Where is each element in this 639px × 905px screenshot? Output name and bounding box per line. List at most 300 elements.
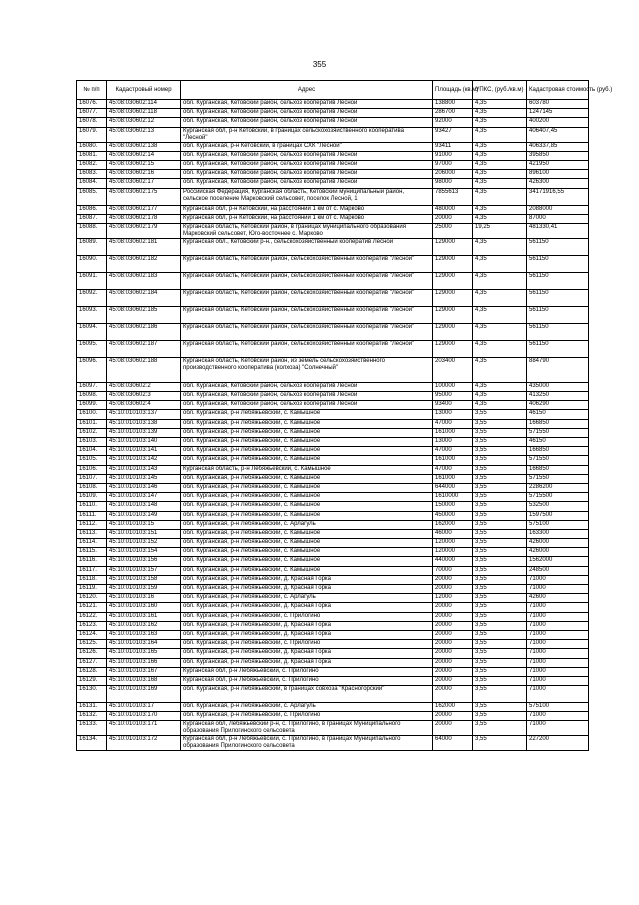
upks-cell: 3,55 — [473, 649, 527, 658]
row-number-cell: 16102. — [77, 428, 107, 437]
cadastral-value-cell: 248500 — [527, 566, 589, 575]
address-cell: обл. Курганская, р-н Лебяжьевский, с. Камышное — [181, 483, 433, 492]
cadastral-value-cell: 561150 — [527, 340, 589, 357]
cadastral-value-cell: 1597500 — [527, 511, 589, 520]
table-row — [77, 686, 589, 703]
upks-cell: 4,35 — [473, 142, 527, 151]
area-cell: 150000 — [433, 502, 473, 511]
upks-cell: 19,25 — [473, 223, 527, 238]
table-row — [77, 630, 589, 639]
row-number-cell: 16108. — [77, 483, 107, 492]
table-row — [77, 401, 589, 410]
table-row — [77, 465, 589, 474]
cadastral-value-cell: 2088000 — [527, 205, 589, 214]
cadastral-number-cell: 45:08:030602:138 — [107, 142, 181, 151]
row-number-cell: 16124. — [77, 630, 107, 639]
address-cell: обл. Курганская, р-н Лебяжьевский, с. Камышное — [181, 474, 433, 483]
cadastral-number-cell: 45:08:030602:184 — [107, 289, 181, 306]
address-cell: обл. Курганская, р-н Лебяжьевский, с. Камышное — [181, 539, 433, 548]
row-number-cell: 16125. — [77, 640, 107, 649]
cadastral-value-cell: 896100 — [527, 170, 589, 179]
table-row — [77, 382, 589, 391]
table-row — [77, 428, 589, 437]
row-number-cell: 16099. — [77, 401, 107, 410]
upks-cell: 3,55 — [473, 548, 527, 557]
row-number-cell: 16096. — [77, 357, 107, 382]
upks-cell: 4,35 — [473, 160, 527, 169]
cadastral-value-cell: 571550 — [527, 456, 589, 465]
cadastral-value-cell: 561150 — [527, 272, 589, 289]
table-row — [77, 575, 589, 584]
cadastral-value-cell: 71000 — [527, 721, 589, 736]
address-cell: обл. Курганская, р-н Лебяжьевский, д. Красная Горка — [181, 585, 433, 594]
upks-cell: 4,35 — [473, 188, 527, 205]
table-row — [77, 539, 589, 548]
upks-cell: 3,55 — [473, 419, 527, 428]
area-cell: 20000 — [433, 612, 473, 621]
cadastral-number-cell: 45:10:010103:154 — [107, 548, 181, 557]
cadastral-value-cell: 71000 — [527, 667, 589, 676]
cadastral-number-cell: 45:08:030602:183 — [107, 272, 181, 289]
cadastral-number-cell: 45:10:010103:151 — [107, 529, 181, 538]
row-number-cell: 16090. — [77, 255, 107, 272]
row-number-cell: 16122. — [77, 612, 107, 621]
address-cell: Курганская обл., Кетовский р-н., сельскохозяйственный кооператив Лесной — [181, 238, 433, 255]
cadastral-value-cell: 42600 — [527, 594, 589, 603]
cadastral-number-cell: 45:10:010103:140 — [107, 438, 181, 447]
row-number-cell: 16111. — [77, 511, 107, 520]
upks-cell: 4,35 — [473, 392, 527, 401]
cadastral-number-cell: 45:08:030602:12 — [107, 118, 181, 127]
address-cell: обл. Курганская, р-н Лебяжьевский, с. Камышное — [181, 493, 433, 502]
address-cell: Курганская обл, р-н Лебяжьевский, с. Прилогино, в границах Муниципального образования Прилогинского сельсовета — [181, 736, 433, 751]
area-cell: 97000 — [433, 160, 473, 169]
upks-cell: 4,35 — [473, 306, 527, 323]
address-cell: обл. Курганская, Кетовский район, сельхоз кооператив Лесной — [181, 118, 433, 127]
cadastral-value-cell: 71000 — [527, 658, 589, 667]
row-number-cell: 16080. — [77, 142, 107, 151]
area-cell: 20000 — [433, 658, 473, 667]
area-cell: 93411 — [433, 142, 473, 151]
area-cell: 480000 — [433, 205, 473, 214]
upks-cell: 3,55 — [473, 658, 527, 667]
cadastral-number-cell: 45:10:010103:160 — [107, 603, 181, 612]
area-cell: 206000 — [433, 170, 473, 179]
upks-cell: 4,35 — [473, 100, 527, 109]
upks-cell: 3,55 — [473, 465, 527, 474]
cadastral-number-cell: 45:08:030602:13 — [107, 127, 181, 142]
table-row — [77, 357, 589, 382]
cadastral-number-cell: 45:10:010103:145 — [107, 474, 181, 483]
address-cell: Курганская область, Кетовский район, сельскохозяйственный кооператив "Лесной" — [181, 272, 433, 289]
table-row — [77, 188, 589, 205]
row-number-cell: 16076. — [77, 100, 107, 109]
address-cell: Курганская обл, Лебяжьевский р-н, с. Прилогино, в границах Муниципального образования Прилогинского сельсовета — [181, 721, 433, 736]
cadastral-value-cell: 481330,41 — [527, 223, 589, 238]
address-cell: обл. Курганская, р-н Лебяжьевский, с. Камышное — [181, 438, 433, 447]
table-row — [77, 612, 589, 621]
upks-cell: 4,35 — [473, 118, 527, 127]
cadastral-value-cell: 575100 — [527, 520, 589, 529]
table-row — [77, 603, 589, 612]
upks-cell: 3,55 — [473, 640, 527, 649]
cadastral-value-cell: 71000 — [527, 712, 589, 721]
address-cell: обл. Курганская, Кетовский район, сельхоз кооператив Лесной — [181, 401, 433, 410]
row-number-cell: 16131. — [77, 703, 107, 712]
row-number-cell: 16107. — [77, 474, 107, 483]
row-number-cell: 16112. — [77, 520, 107, 529]
upks-cell: 3,55 — [473, 428, 527, 437]
cadastral-number-cell: 45:10:010103:157 — [107, 566, 181, 575]
cadastral-number-cell: 45:08:030602:186 — [107, 323, 181, 340]
cadastral-number-cell: 45:08:030602:188 — [107, 357, 181, 382]
upks-cell: 3,55 — [473, 703, 527, 712]
row-number-cell: 16087. — [77, 214, 107, 223]
cadastral-number-cell: 45:10:010103:137 — [107, 410, 181, 419]
area-cell: 20000 — [433, 603, 473, 612]
cadastral-value-cell: 575100 — [527, 703, 589, 712]
cadastral-value-cell: 406407,45 — [527, 127, 589, 142]
cadastral-number-cell: 45:10:010103:171 — [107, 721, 181, 736]
cadastral-number-cell: 45:10:010103:146 — [107, 483, 181, 492]
area-cell: 161000 — [433, 428, 473, 437]
table-row — [77, 493, 589, 502]
cadastral-value-cell: 413250 — [527, 392, 589, 401]
upks-cell: 4,35 — [473, 255, 527, 272]
cadastral-value-cell: 166850 — [527, 419, 589, 428]
cadastral-number-cell: 45:08:030602:16 — [107, 170, 181, 179]
cadastral-value-cell: 426300 — [527, 179, 589, 188]
upks-cell: 4,35 — [473, 151, 527, 160]
address-cell: обл. Курганская, р-н Лебяжьевский, д. Красная Горка — [181, 658, 433, 667]
upks-cell: 4,35 — [473, 340, 527, 357]
cadastral-number-cell: 45:08:030602:17 — [107, 179, 181, 188]
address-cell: обл. Курганская, р-н Лебяжьевский, с. Камышное — [181, 502, 433, 511]
upks-cell: 4,35 — [473, 179, 527, 188]
row-number-cell: 16101. — [77, 419, 107, 428]
row-number-cell: 16097. — [77, 382, 107, 391]
area-cell: 20000 — [433, 667, 473, 676]
area-cell: 120000 — [433, 539, 473, 548]
cadastral-number-cell: 45:08:030602:179 — [107, 223, 181, 238]
table-row — [77, 712, 589, 721]
table-row — [77, 703, 589, 712]
table-row — [77, 118, 589, 127]
area-cell: 20000 — [433, 575, 473, 584]
header-num: № п/п — [77, 81, 107, 100]
cadastral-value-cell: 163300 — [527, 529, 589, 538]
area-cell: 644000 — [433, 483, 473, 492]
row-number-cell: 16123. — [77, 621, 107, 630]
table-row — [77, 594, 589, 603]
address-cell: обл. Курганская, р-н Лебяжьевский, с. Прилогино — [181, 712, 433, 721]
upks-cell: 4,35 — [473, 170, 527, 179]
table-row — [77, 483, 589, 492]
cadastral-number-cell: 45:08:030602:185 — [107, 306, 181, 323]
table-header-row — [77, 81, 589, 100]
upks-cell: 4,35 — [473, 382, 527, 391]
row-number-cell: 16134. — [77, 736, 107, 751]
address-cell: Курганская область, Кетовский район, сельскохозяйственный кооператив "Лесной" — [181, 323, 433, 340]
upks-cell: 3,55 — [473, 456, 527, 465]
cadastral-table — [76, 80, 613, 751]
row-number-cell: 16117. — [77, 566, 107, 575]
upks-cell: 3,55 — [473, 493, 527, 502]
cadastral-value-cell: 603780 — [527, 100, 589, 109]
area-cell: 13000 — [433, 438, 473, 447]
cadastral-value-cell: 71000 — [527, 676, 589, 685]
row-number-cell: 16110. — [77, 502, 107, 511]
row-number-cell: 16115. — [77, 548, 107, 557]
cadastral-value-cell: 561150 — [527, 238, 589, 255]
table-row — [77, 667, 589, 676]
upks-cell: 3,55 — [473, 410, 527, 419]
table-row — [77, 151, 589, 160]
area-cell: 92000 — [433, 118, 473, 127]
upks-cell: 3,55 — [473, 483, 527, 492]
cadastral-number-cell: 45:10:010103:142 — [107, 456, 181, 465]
area-cell: 20000 — [433, 621, 473, 630]
upks-cell: 4,35 — [473, 238, 527, 255]
address-cell: обл. Курганская, р-н Лебяжьевский, с. Арлагуль — [181, 594, 433, 603]
table-row — [77, 658, 589, 667]
upks-cell: 4,35 — [473, 214, 527, 223]
cadastral-number-cell: 45:10:010103:166 — [107, 658, 181, 667]
table-row — [77, 255, 589, 272]
address-cell: обл. Курганская, Кетовский район, сельхоз кооператив Лесной — [181, 160, 433, 169]
row-number-cell: 16095. — [77, 340, 107, 357]
address-cell: обл. Курганская, р-н Лебяжьевский, с. Камышное — [181, 447, 433, 456]
cadastral-value-cell: 400200 — [527, 118, 589, 127]
row-number-cell: 16094. — [77, 323, 107, 340]
table-row — [77, 289, 589, 306]
address-cell: обл. Курганская, р-н Лебяжьевский, с. Арлагуль — [181, 703, 433, 712]
upks-cell: 4,35 — [473, 127, 527, 142]
cadastral-number-cell: 45:08:030602:14 — [107, 151, 181, 160]
area-cell: 129000 — [433, 323, 473, 340]
upks-cell: 3,55 — [473, 721, 527, 736]
area-cell: 129000 — [433, 340, 473, 357]
cadastral-value-cell: 532500 — [527, 502, 589, 511]
cadastral-number-cell: 45:10:010103:17 — [107, 703, 181, 712]
cadastral-value-cell: 561150 — [527, 306, 589, 323]
upks-cell: 4,35 — [473, 205, 527, 214]
table-row — [77, 736, 589, 751]
row-number-cell: 16128. — [77, 667, 107, 676]
cadastral-value-cell: 71000 — [527, 612, 589, 621]
cadastral-number-cell: 45:08:030602:15 — [107, 160, 181, 169]
area-cell: 129000 — [433, 306, 473, 323]
table-row — [77, 649, 589, 658]
cadastral-number-cell: 45:08:030602:178 — [107, 214, 181, 223]
cadastral-value-cell: 46150 — [527, 438, 589, 447]
address-cell: обл. Курганская, р-н Лебяжьевский, с. Камышное — [181, 456, 433, 465]
upks-cell: 3,55 — [473, 621, 527, 630]
address-cell: Курганская область, р-н Лебяжьевский, с. Камышное — [181, 465, 433, 474]
cadastral-number-cell: 45:10:010103:143 — [107, 465, 181, 474]
cadastral-number-cell: 45:10:010103:167 — [107, 667, 181, 676]
cadastral-value-cell: 426000 — [527, 548, 589, 557]
area-cell: 46000 — [433, 529, 473, 538]
cadastral-number-cell: 45:10:010103:147 — [107, 493, 181, 502]
row-number-cell: 16079. — [77, 127, 107, 142]
table-row — [77, 721, 589, 736]
row-number-cell: 16121. — [77, 603, 107, 612]
header-upks: УПКС, (руб./кв.м) — [473, 81, 527, 100]
table-row — [77, 410, 589, 419]
area-cell: 98000 — [433, 179, 473, 188]
area-cell: 129000 — [433, 255, 473, 272]
row-number-cell: 16077. — [77, 109, 107, 118]
row-number-cell: 16105. — [77, 456, 107, 465]
area-cell: 25000 — [433, 223, 473, 238]
row-number-cell: 16114. — [77, 539, 107, 548]
address-cell: обл. Курганская, Кетовский район, сельхоз кооператив Лесной — [181, 382, 433, 391]
area-cell: 120000 — [433, 548, 473, 557]
upks-cell: 4,35 — [473, 289, 527, 306]
address-cell: Курганская область, Кетовский район, сельскохозяйственный кооператив "Лесной" — [181, 255, 433, 272]
area-cell: 203400 — [433, 357, 473, 382]
table-row — [77, 502, 589, 511]
area-cell: 47000 — [433, 465, 473, 474]
row-number-cell: 16133. — [77, 721, 107, 736]
cadastral-number-cell: 45:08:030602:181 — [107, 238, 181, 255]
address-cell: обл. Курганская, Кетовский район, сельхоз кооператив Лесной — [181, 100, 433, 109]
cadastral-number-cell: 45:10:010103:169 — [107, 686, 181, 703]
cadastral-value-cell: 71000 — [527, 686, 589, 703]
cadastral-number-cell: 45:10:010103:16 — [107, 594, 181, 603]
address-cell: обл. Курганская, р-н Лебяжьевский, д. Красная Горка — [181, 603, 433, 612]
table-row — [77, 214, 589, 223]
cadastral-value-cell: 561150 — [527, 289, 589, 306]
cadastral-value-cell: 166850 — [527, 447, 589, 456]
address-cell: обл. Курганская, р-н Лебяжьевский, д. Красная Горка — [181, 649, 433, 658]
row-number-cell: 16083. — [77, 170, 107, 179]
upks-cell: 3,55 — [473, 502, 527, 511]
cadastral-number-cell: 45:08:030602:187 — [107, 340, 181, 357]
table-row — [77, 419, 589, 428]
area-cell: 20000 — [433, 214, 473, 223]
cadastral-value-cell: 71000 — [527, 575, 589, 584]
cadastral-value-cell: 395850 — [527, 151, 589, 160]
address-cell: Курганская обл, р-н Лебяжьевский, с. Прилогино — [181, 676, 433, 685]
address-cell: Курганская обл, р-н Кетовский, в границах сельскохозяйственного кооператива "Лесной" — [181, 127, 433, 142]
cadastral-number-cell: 45:10:010103:148 — [107, 502, 181, 511]
header-area: Площадь (кв.м) — [433, 81, 473, 100]
address-cell: обл. Курганская, р-н Кетовский, в границах СХК "Лесной" — [181, 142, 433, 151]
cadastral-value-cell: 571550 — [527, 428, 589, 437]
row-number-cell: 16113. — [77, 529, 107, 538]
table-row — [77, 566, 589, 575]
area-cell: 47000 — [433, 419, 473, 428]
address-cell: Курганская область, Кетовский район, из земель сельскохозяйственного производственного кооператива (колхоза) "Солнечный" — [181, 357, 433, 382]
cadastral-value-cell: 884790 — [527, 357, 589, 382]
area-cell: 20000 — [433, 712, 473, 721]
cadastral-number-cell: 45:10:010103:159 — [107, 585, 181, 594]
address-cell: обл. Курганская, р-н Лебяжьевский, в границах совхоза "Красногорский" — [181, 686, 433, 703]
cadastral-number-cell: 45:10:010103:156 — [107, 557, 181, 566]
table-row — [77, 238, 589, 255]
upks-cell: 3,55 — [473, 539, 527, 548]
upks-cell: 3,55 — [473, 594, 527, 603]
cadastral-value-cell: 406337,85 — [527, 142, 589, 151]
upks-cell: 3,55 — [473, 630, 527, 639]
area-cell: 450000 — [433, 511, 473, 520]
area-cell: 162000 — [433, 520, 473, 529]
table-row — [77, 223, 589, 238]
upks-cell: 3,55 — [473, 712, 527, 721]
cadastral-value-cell: 561150 — [527, 323, 589, 340]
cadastral-number-cell: 45:10:010103:158 — [107, 575, 181, 584]
area-cell: 20000 — [433, 649, 473, 658]
cadastral-number-cell: 45:10:010103:172 — [107, 736, 181, 751]
cadastral-value-cell: 87000 — [527, 214, 589, 223]
cadastral-value-cell: 71000 — [527, 603, 589, 612]
row-number-cell: 16132. — [77, 712, 107, 721]
area-cell: 95000 — [433, 392, 473, 401]
upks-cell: 4,35 — [473, 109, 527, 118]
cadastral-value-cell: 71000 — [527, 621, 589, 630]
upks-cell: 3,55 — [473, 603, 527, 612]
area-cell: 20000 — [433, 585, 473, 594]
cadastral-number-cell: 45:10:010103:152 — [107, 539, 181, 548]
cadastral-number-cell: 45:08:030602:182 — [107, 255, 181, 272]
address-cell: обл. Курганская, Кетовский район, сельхоз кооператив Лесной — [181, 392, 433, 401]
table-row — [77, 392, 589, 401]
cadastral-number-cell: 45:10:010103:141 — [107, 447, 181, 456]
address-cell: обл. Курганская, р-н Лебяжьевский, д. Красная Горка — [181, 630, 433, 639]
area-cell: 20000 — [433, 686, 473, 703]
row-number-cell: 16082. — [77, 160, 107, 169]
cadastral-number-cell: 45:08:030602:175 — [107, 188, 181, 205]
table-row — [77, 529, 589, 538]
cadastral-value-cell: 1562000 — [527, 557, 589, 566]
cadastral-value-cell: 435000 — [527, 382, 589, 391]
cadastral-number-cell: 45:08:030602:3 — [107, 392, 181, 401]
cadastral-number-cell: 45:08:030602:177 — [107, 205, 181, 214]
row-number-cell: 16103. — [77, 438, 107, 447]
area-cell: 70000 — [433, 566, 473, 575]
row-number-cell: 16127. — [77, 658, 107, 667]
row-number-cell: 16106. — [77, 465, 107, 474]
area-cell: 129000 — [433, 238, 473, 255]
address-cell: обл. Курганская, р-н Лебяжьевский, с. Камышное — [181, 511, 433, 520]
upks-cell: 3,55 — [473, 612, 527, 621]
upks-cell: 4,35 — [473, 401, 527, 410]
address-cell: обл. Курганская, р-н Лебяжьевский, с. Камышное — [181, 557, 433, 566]
table-row — [77, 100, 589, 109]
row-number-cell: 16120. — [77, 594, 107, 603]
row-number-cell: 16091. — [77, 272, 107, 289]
address-cell: Курганская область, Кетовский район, сельскохозяйственный кооператив "Лесной" — [181, 340, 433, 357]
area-cell: 12000 — [433, 594, 473, 603]
address-cell: обл. Курганская, р-н Лебяжьевский, с. Камышное — [181, 419, 433, 428]
address-cell: Курганская обл, р-н Кетовский, на расстоянии 1 км от с. Марково — [181, 205, 433, 214]
address-cell: обл. Курганская, р-н Лебяжьевский, д. Красная Горка — [181, 621, 433, 630]
cadastral-number-cell: 45:10:010103:168 — [107, 676, 181, 685]
cadastral-value-cell: 426000 — [527, 539, 589, 548]
cadastral-number-cell: 45:10:010103:163 — [107, 630, 181, 639]
area-cell: 91000 — [433, 151, 473, 160]
row-number-cell: 16116. — [77, 557, 107, 566]
cadastral-number-cell: 45:08:030602:4 — [107, 401, 181, 410]
table-row — [77, 438, 589, 447]
cadastral-number-cell: 45:10:010103:15 — [107, 520, 181, 529]
table-row — [77, 557, 589, 566]
cadastral-value-cell: 1247145 — [527, 109, 589, 118]
upks-cell: 3,55 — [473, 667, 527, 676]
upks-cell: 3,55 — [473, 520, 527, 529]
